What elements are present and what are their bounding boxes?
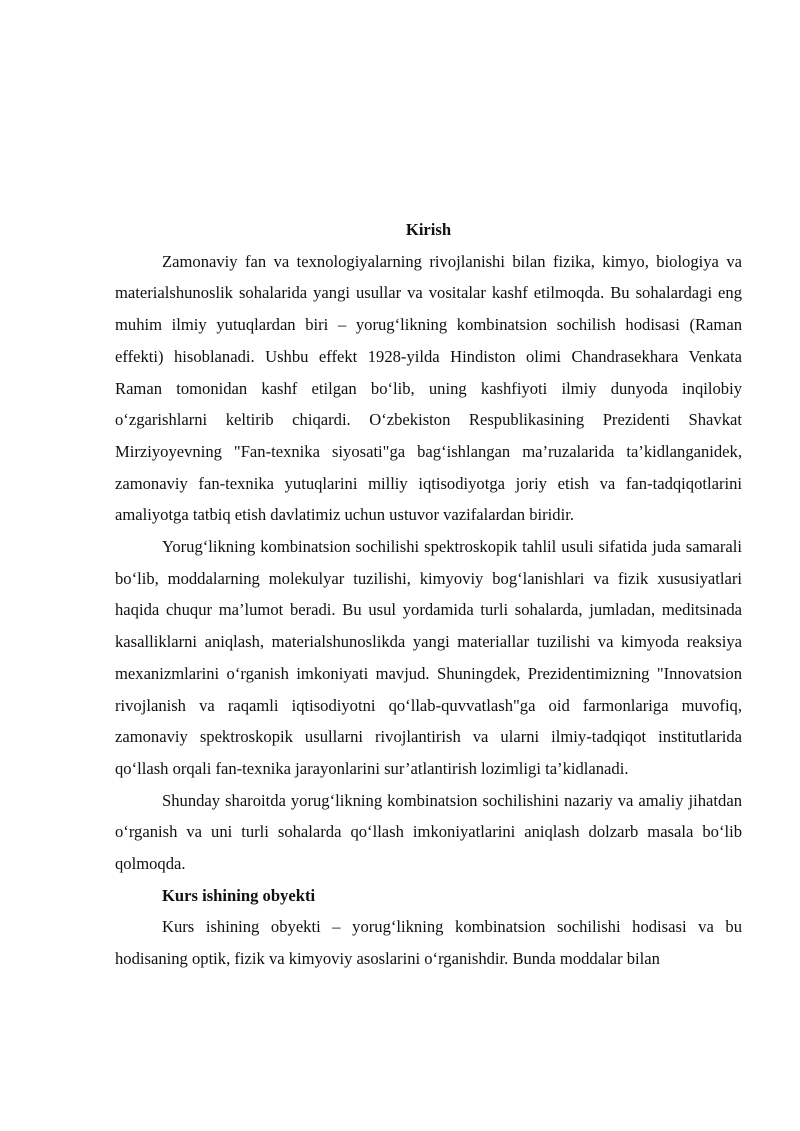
page-content [115, 214, 742, 975]
paragraph-relevance: Shunday sharoitda yorug‘likning kombinatsion sochilishini nazariy va amaliy jihatdan o‘rganish va uni turli sohalarda qo‘llash imkoniyatlarini aniqlash dolzarb masala bo‘lib qolmoqda. [115, 790, 742, 874]
section-paragraph: Kurs ishining obyekti – yorug‘likning kombinatsion sochilishi hodisasi va bu hodisaning optik, fizik va kimyoviy asoslarini o‘rganishdir. Bunda moddalar bilan [115, 917, 742, 969]
paragraph-raman-method: Yorug‘likning kombinatsion sochilishi spektroskopik tahlil usuli sifatida juda samarali bo‘lib, moddalarning molekulyar tuzilishi, kimyoviy bog‘lanishlari va fizik xususiyatlari haqida chuqur ma’lumot beradi. Bu usul yordamida turli sohalarda, jumladan, meditsinada kasalliklarni aniqlash, materialshunoslikda yangi materiallar tuzilishi va kimyoda reaksiya mexanizmlarini o‘rganish imkoniyati mavjud. Shuningdek, Prezidentimizning "Innovatsion rivojlanish va raqamli iqtisodiyotni qo‘llab-quvvatlash"ga oid farmonlariga muvofiq, zamonaviy spektroskopik usullarni rivojlantirish va ularni ilmiy-tadqiqot institutlarida qo‘llash orqali fan-texnika jarayonlarini sur’atlantirish lozimligi ta’kidlanadi. [115, 537, 742, 778]
section-heading: Kurs ishining obyekti [162, 885, 316, 905]
page-title: Kirish [405, 220, 452, 239]
paragraph-intro: Zamonaviy fan va texnologiyalarning rivojlanishi bilan fizika, kimyo, biologiya va materialshunoslik sohalarida yangi usullar va vositalar kashf etilmoqda. Bu sohalardagi eng muhim ilmiy yutuqlardan biri – yorug‘likning kombinatsion sochilish hodisasi (Raman effekti) hisoblanadi. Ushbu effekt 1928-yilda Hindiston olimi Chandrasekhara Venkata Raman tomonidan kashf etilgan bo‘lib, uning kashfiyoti ilmiy dunyoda inqilobiy o‘zgarishlarni keltirib chiqardi. O‘zbekiston Respublikasining Prezidenti Shavkat Mirziyoyevning "Fan-texnika siyosati"ga bag‘ishlangan ma’ruzalarida ta’kidlanganidek, zamonaviy fan-texnika yutuqlarini milliy iqtisodiyotga joriy etish va fan-tadqiqotlarini amaliyotga tatbiq etish davlatimiz uchun ustuvor vazifalardan biridir. [115, 251, 742, 525]
